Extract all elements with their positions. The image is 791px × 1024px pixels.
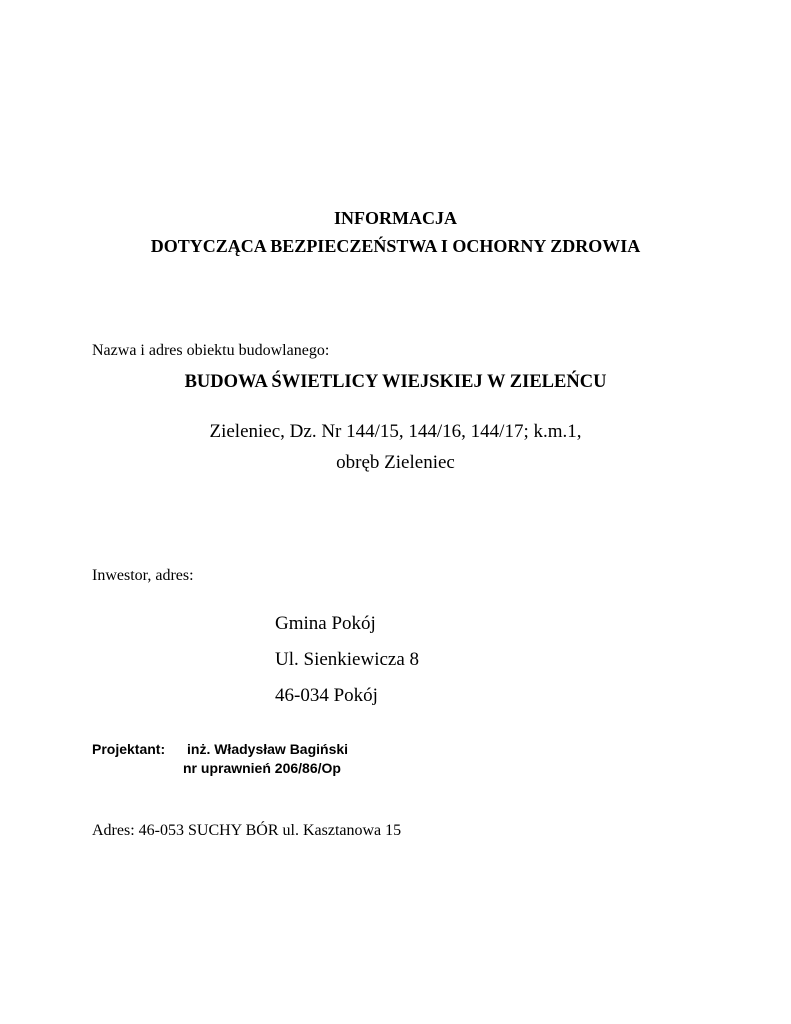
- object-location-line-2: obręb Zieleniec: [336, 452, 455, 473]
- investor-city: 46-034 Pokój: [275, 685, 378, 706]
- object-label: Nazwa i adres obiektu budowlanego:: [92, 342, 330, 359]
- object-location-line-1: Zieleniec, Dz. Nr 144/15, 144/16, 144/17; k.m.1,: [209, 421, 582, 442]
- investor-name: Gmina Pokój: [275, 613, 376, 634]
- investor-label: Inwestor, adres:: [92, 567, 194, 584]
- designer-label: Projektant:: [92, 741, 166, 757]
- document-title-line-1: INFORMACJA: [334, 208, 457, 228]
- object-name: BUDOWA ŚWIETLICY WIEJSKIEJ W ZIELEŃCU: [184, 372, 607, 392]
- designer-license: nr uprawnień 206/86/Op: [183, 760, 341, 776]
- investor-street: Ul. Sienkiewicza 8: [275, 649, 420, 670]
- designer-address: Adres: 46-053 SUCHY BÓR ul. Kasztanowa 15: [92, 822, 402, 839]
- designer-name: inż. Władysław Bagiński: [187, 741, 349, 757]
- document-title-line-2: DOTYCZĄCA BEZPIECZEŃSTWA I OCHORNY ZDROWIA: [150, 236, 641, 256]
